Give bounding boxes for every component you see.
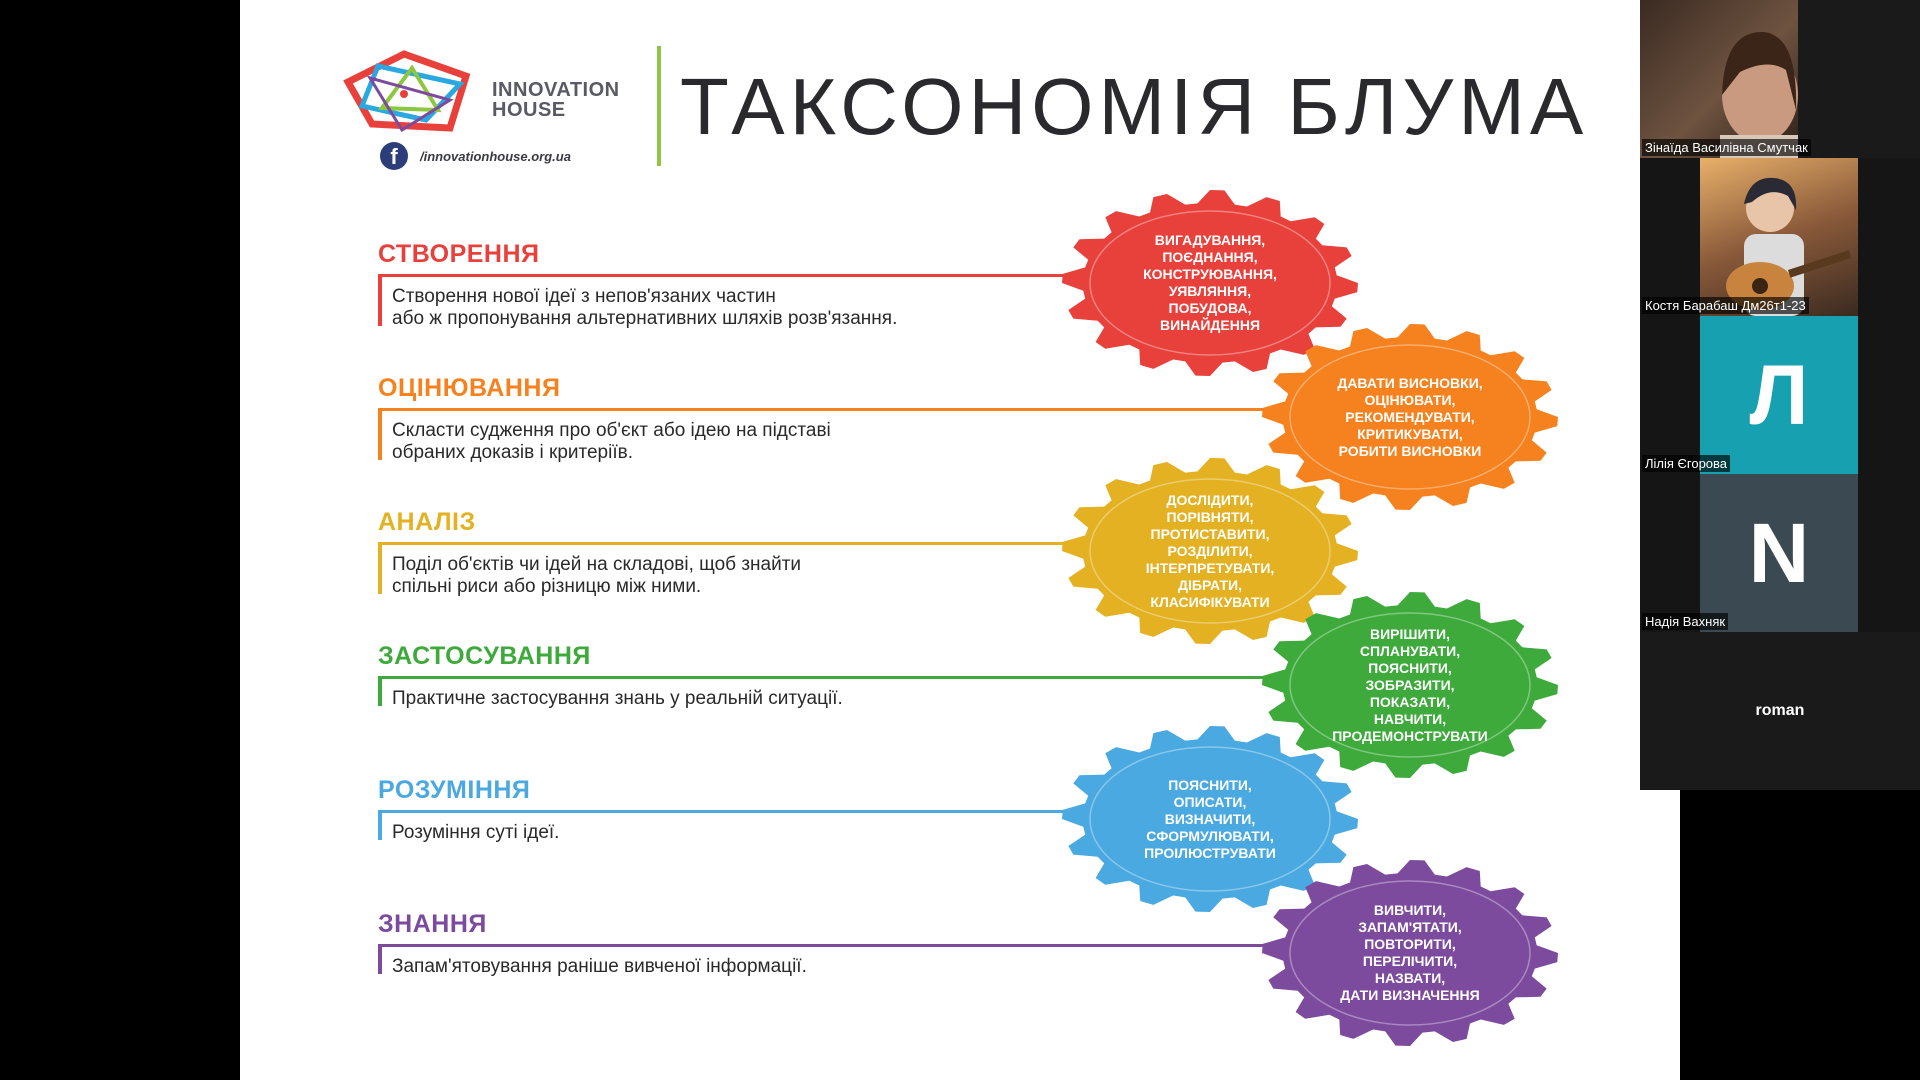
guitarist-illustration-icon bbox=[1700, 158, 1858, 316]
level-accent-bar bbox=[378, 408, 382, 460]
participant-name: Надія Вахняк bbox=[1642, 613, 1728, 630]
level-title: СТВОРЕННЯ bbox=[378, 240, 540, 268]
participant-name: Лілія Єгорова bbox=[1642, 455, 1730, 472]
brand-name bbox=[492, 80, 620, 120]
level-accent-bar bbox=[378, 944, 382, 974]
level-accent-bar bbox=[378, 676, 382, 706]
level-description: Розуміння суті ідеї. bbox=[392, 822, 560, 843]
level-connector-line bbox=[378, 542, 1070, 545]
level-title: ЗНАННЯ bbox=[378, 910, 487, 938]
participants-panel bbox=[1640, 0, 1920, 790]
gear-verbs-text: ВИВЧИТИ, ЗАПАМ'ЯТАТИ, ПОВТОРИТИ, ПЕРЕЛІЧИТИ, НАЗВАТИ, ДАТИ ВИЗНАЧЕННЯ bbox=[1340, 902, 1480, 1003]
participant-video-2[interactable] bbox=[1640, 158, 1920, 316]
brand-line-2: HOUSE bbox=[492, 99, 566, 121]
gear-verbs-text: ДАВАТИ ВИСНОВКИ, ОЦІНЮВАТИ, РЕКОМЕНДУВАТИ, КРИТИКУВАТИ, РОБИТИ ВИСНОВКИ bbox=[1337, 374, 1483, 459]
facebook-link bbox=[380, 142, 571, 170]
gear-verbs-text: ДОСЛІДИТИ, ПОРІВНЯТИ, ПРОТИСТАВИТИ, РОЗДІЛИТИ, ІНТЕРПРЕТУВАТИ, ДІБРАТИ, КЛАСИФІКУВАТИ bbox=[1145, 491, 1275, 610]
innovation-house-logo-icon bbox=[342, 48, 480, 136]
brand-line-1: INNOVATION bbox=[492, 79, 620, 101]
level-title: ОЦІНЮВАННЯ bbox=[378, 374, 561, 402]
participant-avatar-art bbox=[1700, 158, 1858, 316]
participant-video-1[interactable] bbox=[1640, 0, 1808, 158]
title-divider bbox=[657, 46, 661, 166]
participant-photo-icon bbox=[1640, 0, 1798, 158]
level-connector-line bbox=[378, 408, 1270, 411]
level-title: ЗАСТОСУВАННЯ bbox=[378, 642, 591, 670]
gear-verbs-text: ВИРІШИТИ, СПЛАНУВАТИ, ПОЯСНИТИ, ЗОБРАЗИТИ, ПОКАЗАТИ, НАВЧИТИ, ПРОДЕМОНСТРУВАТИ bbox=[1332, 625, 1488, 744]
level-accent-bar bbox=[378, 542, 382, 594]
participant-initial-tile bbox=[1700, 474, 1858, 632]
presentation-slide bbox=[240, 0, 1680, 1080]
participant-initial: Л bbox=[1749, 347, 1809, 442]
participant-video-4[interactable] bbox=[1640, 474, 1920, 632]
participant-initial-tile bbox=[1700, 316, 1858, 474]
level-title: АНАЛІЗ bbox=[378, 508, 476, 536]
participant-video-5[interactable] bbox=[1640, 632, 1920, 790]
level-connector-line bbox=[378, 944, 1270, 947]
facebook-url: /innovationhouse.org.ua bbox=[420, 148, 571, 164]
participant-name: Зінаїда Василівна Смутчак bbox=[1642, 139, 1811, 156]
level-connector-line bbox=[378, 274, 1070, 277]
level-description: Скласти судження про об'єкт або ідею на підставі обраних доказів і критеріїв. bbox=[392, 420, 831, 463]
level-description: Створення нової ідеї з непов'язаних частин або ж пропонування альтернативних шляхів розв'язання. bbox=[392, 286, 898, 329]
gear-verbs bbox=[1260, 858, 1560, 1048]
level-accent-bar bbox=[378, 274, 382, 326]
level-accent-bar bbox=[378, 810, 382, 840]
level-connector-line bbox=[378, 676, 1270, 679]
facebook-icon: f bbox=[380, 142, 408, 170]
level-description: Практичне застосування знань у реальній ситуації. bbox=[392, 688, 843, 709]
level-description: Запам'ятовування раніше вивченої інформації. bbox=[392, 956, 807, 977]
level-connector-line bbox=[378, 810, 1070, 813]
participant-initial: N bbox=[1748, 505, 1810, 600]
gear-verbs-text: ПОЯСНИТИ, ОПИСАТИ, ВИЗНАЧИТИ, СФОРМУЛЮВАТИ, ПРОІЛЮСТРУВАТИ bbox=[1144, 776, 1276, 861]
participant-video-3[interactable] bbox=[1640, 316, 1920, 474]
gear-verbs-text: ВИГАДУВАННЯ, ПОЄДНАННЯ, КОНСТРУЮВАННЯ, УЯВЛЯННЯ, ПОБУДОВА, ВИНАЙДЕННЯ bbox=[1143, 232, 1277, 333]
slide-title: ТАКСОНОМІЯ БЛУМА bbox=[680, 62, 1589, 151]
level-description: Поділ об'єктів чи ідей на складові, щоб знайти спільні риси або різницю між ними. bbox=[392, 554, 802, 597]
level-title: РОЗУМІННЯ bbox=[378, 776, 531, 804]
participant-name: roman bbox=[1755, 702, 1805, 719]
participant-name: Костя Барабаш Дм26т1-23 bbox=[1642, 297, 1809, 314]
